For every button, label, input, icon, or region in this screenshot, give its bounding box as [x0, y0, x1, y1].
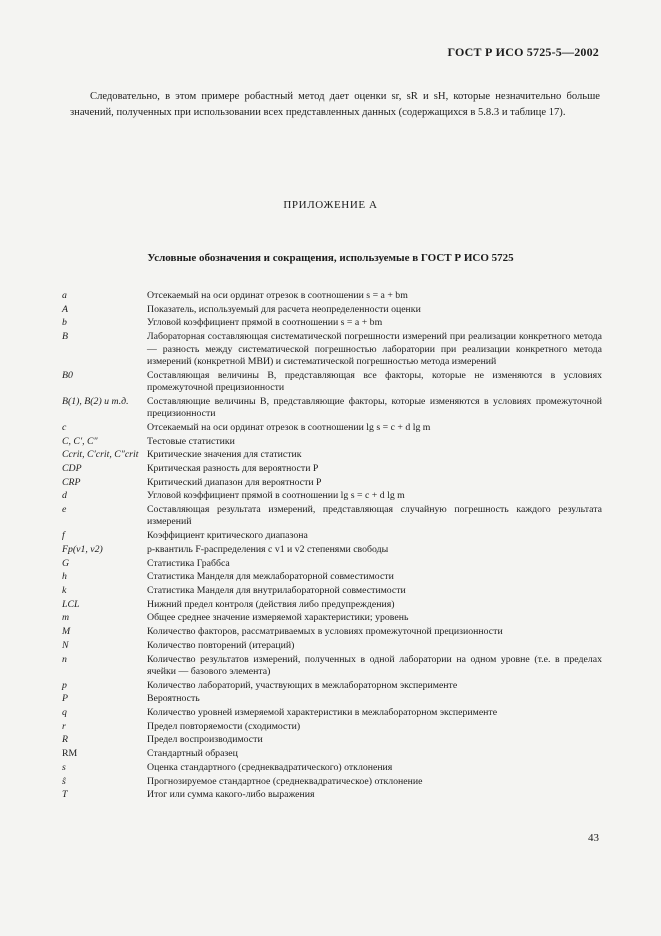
abbreviation-row — [62, 599, 602, 611]
abbreviation-symbol: n — [62, 653, 67, 665]
abbreviation-row — [62, 530, 602, 542]
abbreviation-row — [62, 504, 602, 529]
abbreviation-row — [62, 317, 602, 329]
abbreviation-row — [62, 762, 602, 774]
abbreviation-row — [62, 734, 602, 746]
abbreviation-symbol: T — [62, 789, 68, 801]
abbreviation-symbol: r — [62, 720, 66, 732]
abbreviation-row — [62, 721, 602, 733]
abbreviation-definition: Коэффициент критического диапазона — [147, 530, 308, 542]
abbreviation-row — [62, 558, 602, 570]
intro-paragraph: Следовательно, в этом примере робастный метод дает оценки sr, sR и sH, которые незначительно больше значений, полученных при использовании всех представленных данных (содержащихся в 5.8.3 и таблице 17). — [70, 90, 600, 118]
abbreviation-symbol: P — [62, 693, 68, 705]
abbreviation-symbol: R — [62, 734, 68, 746]
abbreviation-definition: Вероятность — [147, 693, 200, 705]
abbreviation-row — [62, 463, 602, 475]
abbreviation-symbol: RM — [62, 748, 78, 760]
abbreviation-symbol: Fp(v1, v2) — [62, 543, 103, 555]
abbreviation-definition: Количество результатов измерений, полученных в одной лаборатории на одном уровне (т.е. в пределах ячейки — базового элемента) — [147, 653, 602, 677]
abbreviation-row — [62, 680, 602, 692]
abbreviation-row — [62, 693, 602, 705]
abbreviation-row — [62, 436, 602, 448]
abbreviation-symbol: M — [62, 626, 71, 638]
abbreviation-definition: Лабораторная составляющая систематической погрешности измерений при реализации конкретного метода — разность между систематической погрешностью лаборатории при реализации конкретного метода измерений (конкретной МВИ) и систематической погрешностью метода измерений — [147, 331, 602, 367]
abbreviation-definition: Статистика Манделя для внутрилабораторной совместимости — [147, 584, 406, 596]
abbreviation-symbol: d — [62, 490, 67, 502]
appendix-subtitle: Условные обозначения и сокращения, используемые в ГОСТ Р ИСО 5725 — [147, 252, 514, 264]
abbreviation-definition: Количество повторений (итераций) — [147, 639, 295, 651]
abbreviation-row — [62, 490, 602, 502]
abbreviation-row — [62, 477, 602, 489]
abbreviation-definition: Оценка стандартного (среднеквадратического) отклонения — [147, 761, 393, 773]
page-number: 43 — [588, 832, 599, 844]
abbreviation-symbol: Ccrit, C′crit, C″crit — [62, 449, 139, 461]
abbreviation-symbol: k — [62, 584, 67, 596]
abbreviation-row — [62, 789, 602, 801]
abbreviation-symbol: B0 — [62, 369, 73, 381]
abbreviation-definition: Стандартный образец — [147, 748, 238, 760]
abbreviation-row — [62, 585, 602, 597]
abbreviation-definition: Показатель, используемый для расчета неопределенности оценки — [147, 303, 421, 315]
abbreviation-row — [62, 370, 602, 395]
abbreviation-symbol: CDP — [62, 462, 82, 474]
standard-header: ГОСТ Р ИСО 5725-5—2002 — [447, 45, 599, 59]
abbreviation-symbol: ŝ — [62, 775, 66, 787]
abbreviation-list — [62, 290, 602, 803]
abbreviation-definition: Составляющая величины B, представляющая все факторы, которые не изменяются в условиях промежуточной прецизионности — [147, 369, 602, 394]
abbreviation-symbol: CRP — [62, 476, 81, 488]
abbreviation-symbol: N — [62, 639, 69, 651]
abbreviation-row — [62, 304, 602, 316]
abbreviation-row — [62, 748, 602, 760]
abbreviation-symbol: q — [62, 707, 67, 719]
abbreviation-definition: Тестовые статистики — [147, 435, 235, 447]
abbreviation-definition: Критический диапазон для вероятности P — [147, 476, 322, 488]
abbreviation-row — [62, 707, 602, 719]
abbreviation-definition: Прогнозируемое стандартное (среднеквадратическое) отклонение — [147, 775, 423, 787]
abbreviation-definition: Общее среднее значение измеряемой характеристики; уровень — [147, 612, 409, 624]
abbreviation-definition: Предел повторяемости (сходимости) — [147, 720, 301, 732]
abbreviation-symbol: b — [62, 317, 67, 329]
abbreviation-symbol: p — [62, 679, 67, 691]
abbreviation-row — [62, 640, 602, 652]
abbreviation-symbol: e — [62, 504, 67, 516]
abbreviation-row — [62, 776, 602, 788]
abbreviation-symbol: f — [62, 530, 65, 542]
abbreviation-definition: Критические значения для статистик — [147, 449, 302, 461]
abbreviation-row — [62, 331, 602, 368]
abbreviation-definition: Статистика Манделя для межлабораторной совместимости — [147, 571, 394, 583]
abbreviation-symbol: s — [62, 761, 66, 773]
abbreviation-definition: Критическая разность для вероятности P — [147, 462, 319, 474]
abbreviation-definition: Количество уровней измеряемой характеристики в межлабораторном эксперименте — [147, 707, 498, 719]
abbreviation-definition: Отсекаемый на оси ординат отрезок в соотношении s = a + bm — [147, 290, 408, 301]
abbreviation-definition: Итог или сумма какого-либо выражения — [147, 789, 315, 801]
abbreviation-definition: Отсекаемый на оси ординат отрезок в соотношении lg s = c + d lg m — [147, 421, 431, 433]
abbreviation-definition: Угловой коэффициент прямой в соотношении s = a + bm — [147, 317, 383, 329]
abbreviation-definition: Количество факторов, рассматриваемых в условиях промежуточной прецизионности — [147, 626, 503, 638]
abbreviation-definition: Статистика Граббса — [147, 557, 230, 569]
abbreviation-symbol: a — [62, 290, 67, 301]
abbreviation-symbol: m — [62, 612, 70, 624]
abbreviation-definition: Угловой коэффициент прямой в соотношении lg s = c + d lg m — [147, 490, 405, 502]
abbreviation-symbol: c — [62, 421, 67, 433]
abbreviation-definition: Составляющая результата измерений, представляющая случайную погрешность каждого результата измерений — [147, 504, 602, 528]
abbreviation-row — [62, 449, 602, 461]
appendix-title: ПРИЛОЖЕНИЕ А — [283, 199, 378, 211]
abbreviation-row — [62, 571, 602, 583]
abbreviation-definition: p-квантиль F-распределения с v1 и v2 степенями свободы — [147, 543, 389, 555]
abbreviation-symbol: B(1), B(2) и т.д. — [62, 395, 129, 407]
abbreviation-row — [62, 626, 602, 638]
abbreviation-definition: Количество лабораторий, участвующих в межлабораторном эксперименте — [147, 679, 458, 691]
abbreviation-symbol: h — [62, 571, 67, 583]
abbreviation-definition: Предел воспроизводимости — [147, 734, 263, 746]
abbreviation-symbol: LCL — [62, 598, 80, 610]
abbreviation-row — [62, 654, 602, 679]
abbreviation-symbol: C, C′, C″ — [62, 435, 98, 447]
abbreviation-symbol: G — [62, 557, 70, 569]
abbreviation-row — [62, 612, 602, 624]
abbreviation-symbol: B — [62, 331, 68, 343]
abbreviation-row — [62, 290, 602, 302]
abbreviation-row — [62, 396, 602, 421]
abbreviation-definition: Нижний предел контроля (действия либо предупреждения) — [147, 598, 395, 610]
abbreviation-symbol: A — [62, 303, 68, 315]
abbreviation-row — [62, 422, 602, 434]
abbreviation-definition: Составляющие величины B, представляющие факторы, которые изменяются в условиях промежуточной прецизионности — [147, 395, 602, 420]
abbreviation-row — [62, 544, 602, 556]
